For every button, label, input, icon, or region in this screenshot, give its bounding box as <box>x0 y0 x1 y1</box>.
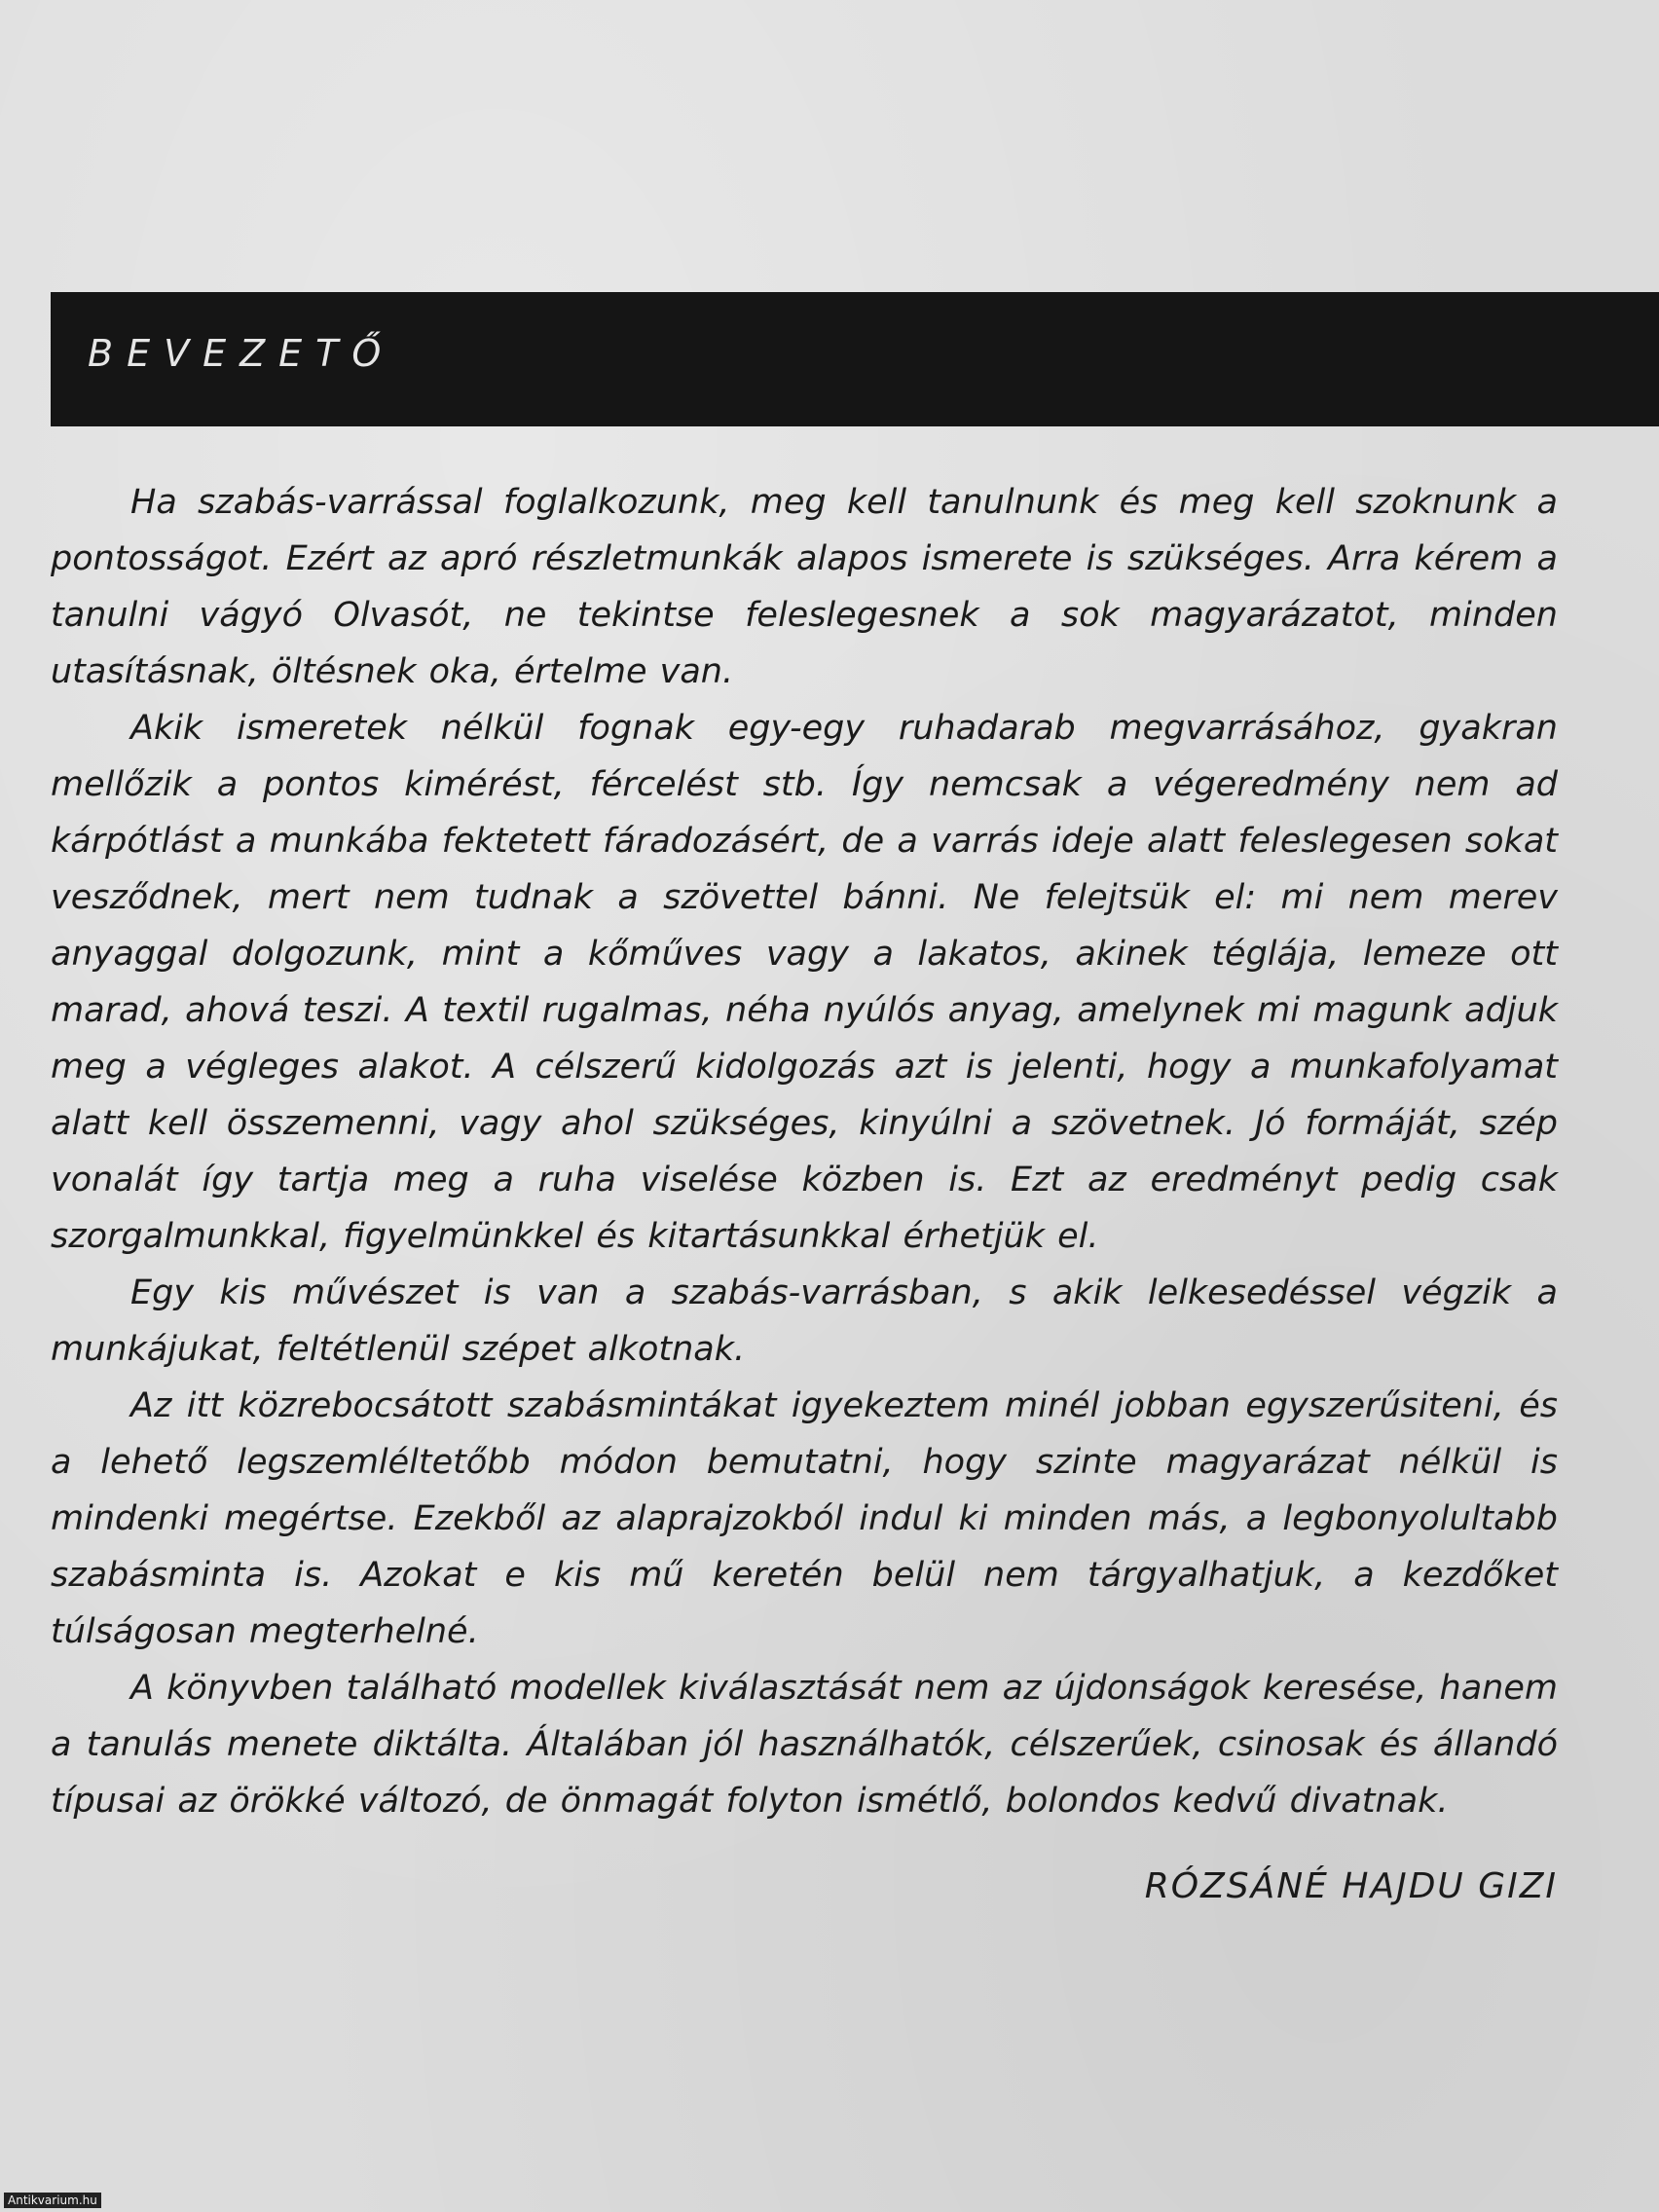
author-signature: RÓZSÁNÉ HAJDU GIZI <box>1144 1866 1558 1906</box>
paragraph: Ha szabás-varrással foglalkozunk, meg kell tanulnunk és meg kell szoknunk a pontosságot. Ezért az apró részletmunkák alapos ismerete is szükséges. Arra kérem a tanulni vágyó Olvasót, ne tekintse feleslegesnek a sok magyarázatot, minden utasításnak, öltésnek oka, értelme van. <box>51 483 1558 691</box>
heading-band <box>51 292 1659 426</box>
page-title: BEVEZETŐ <box>88 332 395 375</box>
source-watermark: Antikvarium.hu <box>4 2193 101 2208</box>
paragraph: Akik ismeretek nélkül fognak egy-egy ruhadarab megvarrásához, gyakran mellőzik a pontos kimérést, fércelést stb. Így nemcsak a végeredmény nem ad kárpótlást a munkába fektetett fáradozásért, de a varrás ideje alatt feleslegesen sokat vesződnek, mert nem tudnak a szövettel bánni. Ne felejtsük el: mi nem merev anyaggal dolgozunk, mint a kőműves vagy a lakatos, akinek téglája, lemeze ott marad, ahová teszi. A textil rugalmas, néha nyúlós anyag, amelynek mi magunk adjuk meg a végleges alakot. A célszerű kidolgozás azt is jelenti, hogy a munkafolyamat alatt kell összemenni, vagy ahol szükséges, kinyúlni a szövetnek. Jó formáját, szép vonalát így tartja meg a ruha viselése közben is. Ezt az eredményt pedig csak szorgalmunkkal, figyelmünkkel és kitartásunkkal érhetjük el. <box>51 709 1558 1256</box>
paragraph: A könyvben található modellek kiválasztását nem az újdonságok keresése, hanem a tanulás menete diktálta. Általában jól használhatók, célszerűek, csinosak és állandó típusai az örökké változó, de önmagát folyton ismétlő, bolondos kedvű divatnak. <box>51 1669 1558 1821</box>
introduction-text <box>51 474 1558 1829</box>
paragraph: Egy kis művészet is van a szabás-varrásban, s akik lelkesedéssel végzik a munkájukat, feltétlenül szépet alkotnak. <box>51 1273 1558 1369</box>
paragraph: Az itt közrebocsátott szabásmintákat igyekeztem minél jobban egyszerűsiteni, és a lehető legszemléltetőbb módon bemutatni, hogy szinte magyarázat nélkül is mindenki megértse. Ezekből az alaprajzokból indul ki minden más, a legbonyolultabb szabásminta is. Azokat e kis mű keretén belül nem tárgyalhatjuk, a kezdőket túlságosan megterhelné. <box>51 1386 1558 1651</box>
